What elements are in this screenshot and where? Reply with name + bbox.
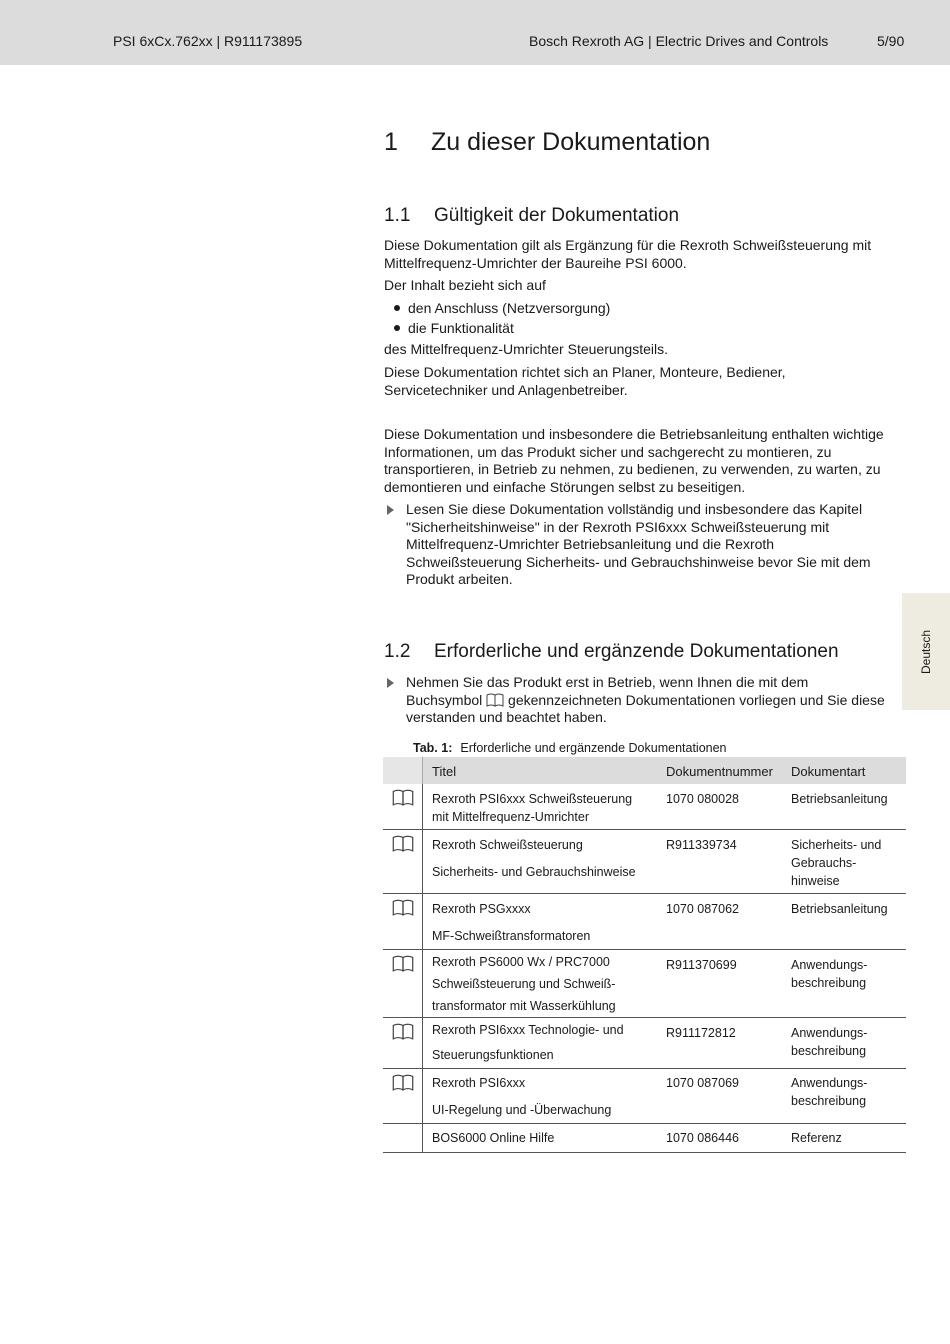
table-icon-cell [383,1018,423,1068]
book-icon [392,1074,414,1091]
text-line: Produkt arbeiten. [406,571,513,587]
column-header-title: Titel [432,764,457,779]
chapter-number: 1 [384,128,398,156]
cell-title: Steuerungsfunktionen [432,1048,554,1062]
table-caption-label: Tab. 1: [413,741,453,755]
header-page-number: 5/90 [877,33,905,49]
text-line: Mittelfrequenz-Umrichter Betriebsanleitung und die Rexroth [406,536,775,552]
cell-document-type: Gebrauchs- [791,856,857,870]
column-header-number: Dokumentnummer [666,764,773,779]
cell-document-type: Sicherheits- und [791,838,882,852]
text-line: Schweißsteuerung Sicherheits- und Gebrauchshinweise bevor Sie mit dem [406,553,871,570]
language-tab-label: Deutsch [919,629,933,674]
cell-title: Rexroth PSI6xxx [432,1076,526,1090]
table-caption [413,741,727,755]
cell-document-type: Referenz [791,1131,842,1145]
bullet-dot-icon [394,305,400,311]
documentation-table [383,757,906,1153]
cell-title: Rexroth PS6000 Wx / PRC7000 [432,955,610,969]
table-icon-cell [383,950,423,1017]
table-row [383,950,906,1018]
table-row [383,1069,906,1124]
text-line: Informationen, um das Produkt sicher und sachgerecht zu montieren, zu [384,443,832,460]
table-header-icon-cell [383,757,423,784]
text-line: Servicetechniker und Anlagenbetreiber. [384,381,628,398]
content-intro: Der Inhalt bezieht sich auf [384,277,546,293]
page-header [0,0,950,65]
table-row [383,784,906,830]
cell-document-number: R911172812 [666,1026,736,1040]
text-line: verstanden und beachtet haben. [406,709,607,725]
cell-title: Rexroth Schweißsteuerung [432,838,583,852]
table-row [383,1124,906,1153]
validity-paragraph [384,237,904,272]
section-number: 1.2 [384,641,411,662]
section-title: Erforderliche und ergänzende Dokumentationen [434,641,839,662]
cell-document-type: hinweise [791,874,840,888]
table-icon-cell [383,784,423,829]
table-body [383,784,906,1153]
cell-document-number: 1070 080028 [666,792,739,806]
content-outro: des Mittelfrequenz-Umrichter Steuerungsteils. [384,341,669,357]
text-fragment: Buchsymbol [406,691,483,708]
text-line: Nehmen Sie das Produkt erst in Betrieb, wenn Ihnen die mit dem [406,674,809,690]
table-row [383,830,906,894]
header-company: Bosch Rexroth AG | Electric Drives and Controls [529,33,829,49]
table-row [383,894,906,950]
cell-document-number: 1070 086446 [666,1131,739,1145]
bullet-text: die Funktionalität [408,320,514,336]
book-icon [486,693,504,707]
cell-title: transformator mit Wasserkühlung [432,999,616,1013]
importance-paragraph [384,426,904,496]
cell-document-number: 1070 087069 [666,1076,739,1090]
text-line: Diese Dokumentation gilt als Ergänzung für die Rexroth Schweißsteuerung mit [384,237,872,253]
language-tab [902,593,950,710]
cell-document-type: Anwendungs- [791,1026,868,1040]
cell-title: Rexroth PSGxxxx [432,902,531,916]
text-line: transportieren, in Betrieb zu nehmen, zu bedienen, zu verwenden, zu warten, zu [384,461,881,477]
section-heading-1-1 [384,205,679,227]
section-number: 1.1 [384,205,411,226]
table-row [383,1018,906,1069]
cell-title: mit Mittelfrequenz-Umrichter [432,810,589,824]
action-instruction [384,674,909,727]
chapter-title: Zu dieser Dokumentation [431,128,711,156]
cell-document-number: R911370699 [666,958,737,972]
cell-title: Schweißsteuerung und Schweiß- [432,977,616,991]
chapter-heading [384,128,710,157]
table-icon-cell [383,1124,423,1152]
text-fragment: gekennzeichneten Dokumentationen vorliegen und Sie diese [508,691,885,708]
book-icon [392,835,414,852]
text-line: Diese Dokumentation und insbesondere die Betriebsanleitung enthalten wichtige [384,426,884,442]
cell-document-type: Betriebsanleitung [791,902,888,916]
cell-document-type: Anwendungs- [791,1076,868,1090]
cell-document-type: Betriebsanleitung [791,792,888,806]
bullet-item [394,300,610,316]
cell-document-type: beschreibung [791,1044,867,1058]
section-title: Gültigkeit der Dokumentation [434,205,680,226]
book-icon [392,899,414,916]
text-line: demontieren und einfache Störungen selbst zu beseitigen. [384,478,746,495]
book-icon [392,955,414,972]
table-icon-cell [383,1069,423,1123]
audience-paragraph [384,364,904,399]
text-line: Lesen Sie diese Dokumentation vollständig und insbesondere das Kapitel [406,501,863,517]
bullet-item [394,320,514,336]
text-line: Mittelfrequenz-Umrichter der Baureihe PSI 6000. [384,254,687,271]
cell-title: BOS6000 Online Hilfe [432,1131,555,1145]
bullet-dot-icon [394,325,400,331]
book-icon [392,1023,414,1040]
cell-title: MF-Schweißtransformatoren [432,929,591,943]
table-header-row [383,757,906,784]
text-line: Diese Dokumentation richtet sich an Planer, Monteure, Bediener, [384,364,786,380]
action-arrow-icon [387,678,394,688]
cell-document-number: 1070 087062 [666,902,739,916]
action-arrow-icon [387,505,394,515]
table-icon-cell [383,894,423,949]
action-instruction [384,501,909,589]
header-doc-id: PSI 6xCx.762xx | R911173895 [113,33,303,49]
cell-document-number: R911339734 [666,838,737,852]
cell-title: Rexroth PSI6xxx Schweißsteuerung [432,792,633,806]
table-caption-text: Erforderliche und ergänzende Dokumentationen [460,741,727,755]
column-header-type: Dokumentart [791,764,866,779]
text-line: "Sicherheitshinweise" in der Rexroth PSI6xxx Schweißsteuerung mit [406,518,830,535]
book-icon [392,789,414,806]
cell-document-type: beschreibung [791,976,867,990]
table-icon-cell [383,830,423,893]
cell-title: Sicherheits- und Gebrauchshinweise [432,865,636,879]
cell-document-type: Anwendungs- [791,958,868,972]
text-line [406,692,909,710]
cell-document-type: beschreibung [791,1094,867,1108]
section-heading-1-2 [384,641,839,663]
cell-title: UI-Regelung und -Überwachung [432,1103,612,1117]
cell-title: Rexroth PSI6xxx Technologie- und [432,1023,624,1037]
bullet-text: den Anschluss (Netzversorgung) [408,300,611,316]
